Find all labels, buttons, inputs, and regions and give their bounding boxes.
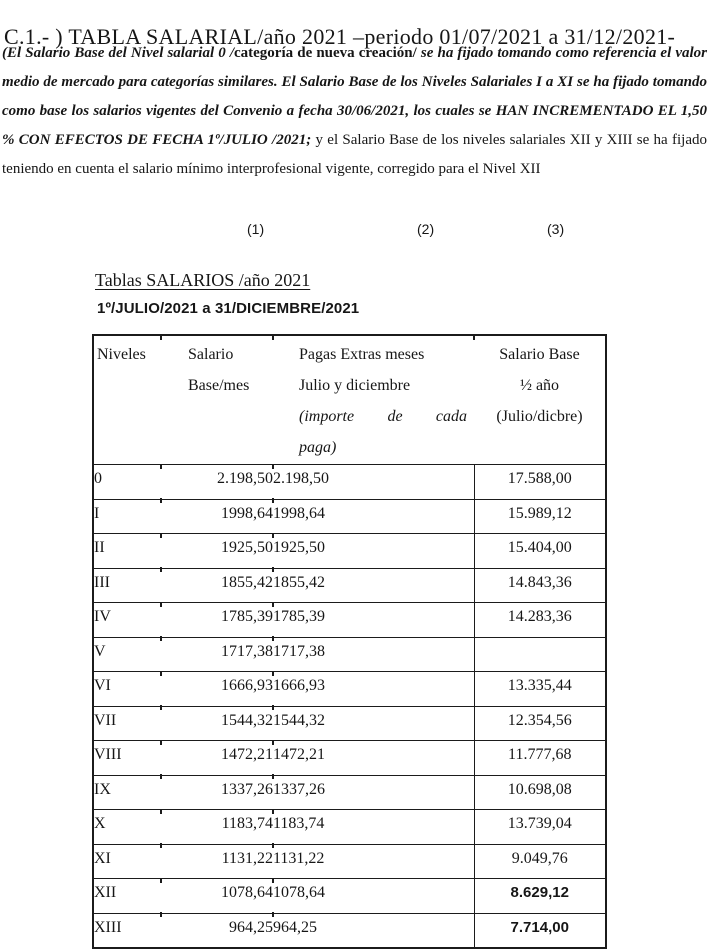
cell-salario-medio-ano: 15.989,12 xyxy=(474,499,606,534)
cell-nivel: 0 xyxy=(93,465,161,500)
cell-salario-medio-ano: 17.588,00 xyxy=(474,465,606,500)
cell-paga-extra: 2.198,50 xyxy=(273,465,474,500)
intro-italic-1: (El Salario Base del Nivel salarial 0 / xyxy=(2,45,234,61)
table-row xyxy=(93,913,606,948)
cell-paga-extra: 1131,22 xyxy=(273,844,474,879)
salary-table xyxy=(92,334,607,949)
cell-nivel: VII xyxy=(93,706,161,741)
header-salario-base-medio-ano: Salario Base ½ año (Julio/dicbre) xyxy=(474,335,606,465)
cell-salario-mes: 1998,64 xyxy=(161,499,273,534)
section-subheading: 1º/JULIO/2021 a 31/DICIEMBRE/2021 xyxy=(97,300,360,317)
table-row xyxy=(93,603,606,638)
intro-upright-regular: y el Salario Base de los niveles salariales XII y XIII se ha fijado teniendo en cuenta el salario mínimo interprofesional vigente, corregido para el Nivel XII xyxy=(2,132,707,177)
cell-salario-medio-ano: 7.714,00 xyxy=(474,913,606,948)
cell-salario-medio-ano: 12.354,56 xyxy=(474,706,606,741)
intro-paragraph xyxy=(2,39,707,184)
cell-salario-medio-ano: 13.335,44 xyxy=(474,672,606,707)
cell-salario-medio-ano: 11.777,68 xyxy=(474,741,606,776)
cell-nivel: XII xyxy=(93,879,161,914)
cell-nivel: V xyxy=(93,637,161,672)
table-row xyxy=(93,741,606,776)
cell-nivel: VI xyxy=(93,672,161,707)
footnote-markers xyxy=(0,221,710,241)
document-title: C.1.- ) TABLA SALARIAL/año 2021 –periodo 01/07/2021 a 31/12/2021- xyxy=(4,23,676,49)
footnote-marker-3: (3) xyxy=(547,221,565,237)
cell-salario-medio-ano: 15.404,00 xyxy=(474,534,606,569)
table-header-row xyxy=(93,335,606,465)
cell-salario-mes: 1925,50 xyxy=(161,534,273,569)
cell-salario-mes: 1544,32 xyxy=(161,706,273,741)
table-row xyxy=(93,568,606,603)
cell-paga-extra: 1717,38 xyxy=(273,637,474,672)
cell-salario-mes: 1183,74 xyxy=(161,810,273,845)
cell-salario-medio-ano xyxy=(474,637,606,672)
intro-italic-2: se ha fijado tomando como referencia el valor medio de mercado para categorías similares. El Salario Base de los Niveles Salariales I a XI se ha fijado tomando como base los salarios vigentes del Convenio a fecha 30/06/2021, los cuales se HAN INCREMENTADO EL 1,50 % CON EFECTOS DE FECHA 1º/JULIO /2021; xyxy=(2,45,708,148)
cell-salario-mes: 1785,39 xyxy=(161,603,273,638)
cell-paga-extra: 1544,32 xyxy=(273,706,474,741)
table-row xyxy=(93,706,606,741)
cell-salario-mes: 1717,38 xyxy=(161,637,273,672)
table-row xyxy=(93,844,606,879)
cell-salario-medio-ano: 13.739,04 xyxy=(474,810,606,845)
cell-salario-medio-ano: 14.843,36 xyxy=(474,568,606,603)
cell-salario-mes: 964,25 xyxy=(161,913,273,948)
cell-paga-extra: 1998,64 xyxy=(273,499,474,534)
cell-paga-extra: 1472,21 xyxy=(273,741,474,776)
cell-paga-extra: 1855,42 xyxy=(273,568,474,603)
cell-nivel: III xyxy=(93,568,161,603)
cell-salario-mes: 1666,93 xyxy=(161,672,273,707)
cell-salario-mes: 1855,42 xyxy=(161,568,273,603)
cell-salario-medio-ano: 14.283,36 xyxy=(474,603,606,638)
table-row xyxy=(93,637,606,672)
table-row xyxy=(93,672,606,707)
intro-upright-bold: categoría de nueva creación/ xyxy=(234,45,417,61)
header-pagas-extras: Pagas Extras meses Julio y diciembre (importe de cada paga) xyxy=(273,335,474,465)
cell-salario-medio-ano: 9.049,76 xyxy=(474,844,606,879)
cell-paga-extra: 964,25 xyxy=(273,913,474,948)
header-salario-base-mes: Salario Base/mes xyxy=(161,335,273,465)
cell-nivel: I xyxy=(93,499,161,534)
header-niveles: Niveles xyxy=(93,335,161,465)
table-row xyxy=(93,534,606,569)
footnote-marker-1: (1) xyxy=(247,221,265,237)
cell-paga-extra: 1785,39 xyxy=(273,603,474,638)
cell-salario-mes: 2.198,50 xyxy=(161,465,273,500)
table-row xyxy=(93,465,606,500)
cell-salario-mes: 1131,22 xyxy=(161,844,273,879)
cell-nivel: VIII xyxy=(93,741,161,776)
section-heading: Tablas SALARIOS /año 2021 xyxy=(95,270,311,290)
cell-paga-extra: 1078,64 xyxy=(273,879,474,914)
cell-salario-mes: 1472,21 xyxy=(161,741,273,776)
footnote-marker-2: (2) xyxy=(417,221,435,237)
cell-paga-extra: 1666,93 xyxy=(273,672,474,707)
cell-salario-medio-ano: 8.629,12 xyxy=(474,879,606,914)
cell-nivel: IV xyxy=(93,603,161,638)
table-row xyxy=(93,775,606,810)
cell-paga-extra: 1337,26 xyxy=(273,775,474,810)
cell-nivel: X xyxy=(93,810,161,845)
cell-paga-extra: 1925,50 xyxy=(273,534,474,569)
salary-table-container xyxy=(92,334,607,949)
cell-salario-mes: 1337,26 xyxy=(161,775,273,810)
cell-salario-medio-ano: 10.698,08 xyxy=(474,775,606,810)
cell-nivel: IX xyxy=(93,775,161,810)
table-row xyxy=(93,879,606,914)
cell-nivel: XIII xyxy=(93,913,161,948)
cell-nivel: XI xyxy=(93,844,161,879)
table-row xyxy=(93,810,606,845)
table-row xyxy=(93,499,606,534)
cell-paga-extra: 1183,74 xyxy=(273,810,474,845)
cell-salario-mes: 1078,64 xyxy=(161,879,273,914)
cell-nivel: II xyxy=(93,534,161,569)
